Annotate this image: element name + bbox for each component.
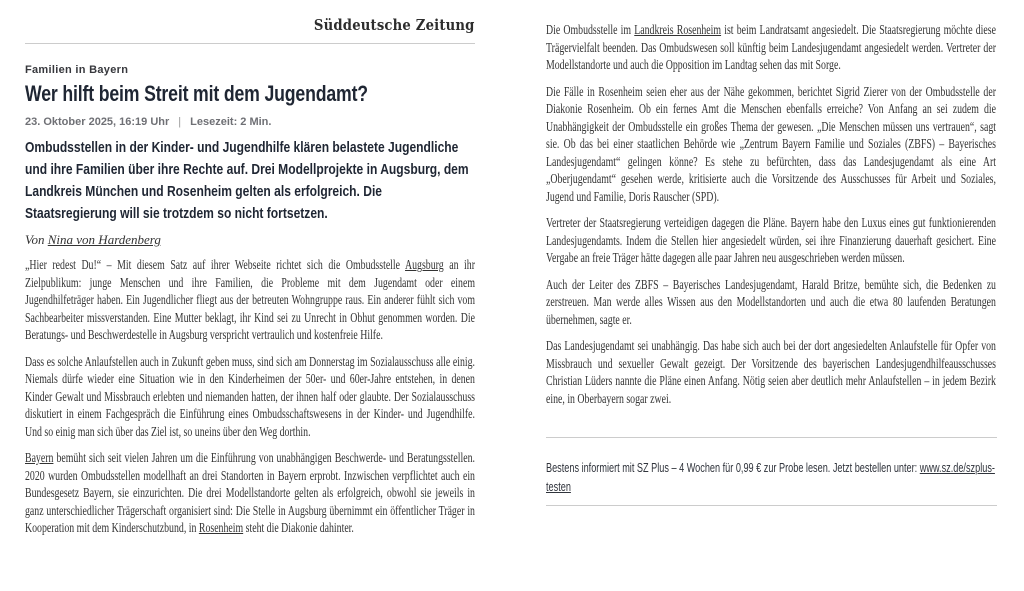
paragraph-text: an ihr Zielpublikum: junge Menschen und ihre Familien, die Probleme mit dem Jugendamt oder einem Jugendhilfeträger haben. Ein Jugendlicher fliegt aus der betreuten Wohngruppe raus. Ein anderer fühlt sich vom Sachbearbeiter missverstanden. Eine Mutter beklagt, ihr Kind sei zu Unrecht in Obhut genommen worden. Die Beratungs- und Beschwerdestelle in Augsburg verspricht vertraulich und kostenfreie Hilfe.: [25, 258, 475, 343]
sz-logo[interactable]: Süddeutsche Zeitung: [314, 16, 475, 34]
read-time: Lesezeit: 2 Min.: [190, 115, 272, 128]
masthead: [25, 16, 475, 33]
szplus-promo-text-wrap: [546, 458, 996, 496]
inline-link-bayern[interactable]: Bayern: [25, 451, 54, 466]
szplus-promo-text: Bestens informiert mit SZ Plus – 4 Wochen für 0,99 € zur Probe lesen. Jetzt bestellen unter:: [546, 460, 920, 475]
paragraph-text: Auch der Leiter des ZBFS – Bayerisches Landesjugendamt, Harald Britze, bemühte sich, die Bedenken zu zerstreuen. Man werde alles Wissen aus den Modellstandorten und auch die etwa 80 laufenden Beratungen übernehmen, sagte er.: [546, 277, 996, 328]
paragraph-text: „Hier redest Du!“ – Mit diesem Satz auf ihrer Webseite richtet sich die Ombudsstelle: [25, 258, 406, 273]
meta-divider: |: [178, 115, 182, 128]
publish-date: 23. Oktober 2025, 16:19 Uhr: [25, 115, 170, 128]
szplus-promo-box: [546, 437, 997, 506]
paragraph-text: bemüht sich seit vielen Jahren um die Einführung von unabhängigen Beschwerde- und Beratungsstellen. 2020 wurden Ombudsstellen modellhaft an drei Standorten in Bayern erprobt. Inzwischen verpflichtet auch ein Bundesgesetz Bayern, sie einzurichten. Die drei Modellstandorte gelten als erfolgreich, obwohl sie jeweils in ganz unterschiedlicher Trägerschaft organisiert sind: Die Stelle in Augsburg übernimmt ein öffentlicher Träger in Kooperation mit dem Kinderschutzbund, in: [25, 451, 475, 536]
paragraph-text: Das Landesjugendamt sei unabhängig. Das habe sich auch bei der dort angesiedelten Anlaufstelle für Opfer von Missbrauch und sexueller Gewalt gezeigt. Der Vorsitzende des bayerischen Landesjugendhilfeausschusses Christian Lüders nannte die Pläne einen Anfang. Nötig seien aber deutlich mehr Anlaufstellen – in jedem Bezirk eine, in Oberbayern sogar zwei.: [546, 339, 996, 407]
masthead-rule: [25, 43, 475, 44]
szplus-promo-link[interactable]: www.sz.de/szplus-testen: [546, 460, 995, 494]
paragraph: [546, 277, 996, 330]
paragraph-text: Vertreter der Staatsregierung verteidigen dagegen die Pläne. Bayern habe den Luxus eines gut funktionierenden Landesjugendamts. Indem die Stellen hier angesiedelt würden, sei ihre Finanzierung dauerhaft gesichert. Eine Vergabe an freie Träger hätte dagegen alle paar Jahren neu ausgeschrieben werden müssen.: [546, 216, 996, 266]
dateline: [25, 115, 475, 128]
inline-link-landkreis-rosenheim[interactable]: Landkreis Rosenheim: [634, 23, 722, 38]
paragraph-text: ist beim Landratsamt angesiedelt. Die Staatsregierung möchte diese Trägervielfalt beenden. Das Ombudswesen soll künftig beim Landesjugendamt angesiedelt werden. Vertreter der Modellstandorte und auch die Opposition im Landtag sehen das mit Sorge.: [546, 23, 996, 73]
paragraph-text: Die Fälle in Rosenheim seien eher aus der Nähe gekommen, berichtet Sigrid Zierer von der Ombudsstelle der Diakonie Rosenheim. Ob ein fernes Amt die Menschen ebenfalls erreiche? Von Anfang an sei zudem die Unabhängigkeit der Ombudsstelle ein großes Thema der gewesen. „Die Menschen müssen uns vertrauen“, sagt sie. Ob das bei einer staatlichen Behörde wie „Zentrum Bayern Familie und Soziales (ZBFS) – Bayerisches Landesjugendamt“ gelingen könne? Es stehe zu befürchten, dass das Landesjugendamt als eine Art „Oberjugendamt“ gesehen werde, kritisierte auch die Vorsitzende des Ausschusses für Arbeit und Soziales, Jugend und Familie, Doris Rauscher (SPD).: [546, 84, 996, 205]
lead-wrap: [25, 137, 475, 225]
paragraph: [546, 338, 996, 408]
inline-link-augsburg[interactable]: Augsburg: [405, 258, 444, 273]
kicker: Familien in Bayern: [25, 64, 129, 76]
byline: [25, 232, 475, 248]
paragraph: [546, 84, 996, 207]
lead-paragraph: Ombudsstellen in der Kinder- und Jugendhilfe klären belastete Jugendliche und ihre Familien über ihre Rechte auf. Drei Modellprojekte in Augsburg, dem Landkreis München und Rosenheim gelten als erfolgreich. Die Staatsregierung will sie trotzdem so nicht fortsetzen.: [25, 139, 469, 222]
inline-link-rosenheim[interactable]: Rosenheim: [198, 521, 244, 536]
paragraph-text: Die Ombudsstelle im: [546, 23, 635, 38]
left-body-text: [25, 257, 475, 538]
page-title: Wer hilft beim Streit mit dem Jugendamt?: [25, 81, 368, 106]
left-column: [25, 16, 475, 538]
right-column: [546, 14, 997, 506]
byline-prefix: Von: [25, 232, 48, 247]
author-link[interactable]: Nina von Hardenberg: [47, 232, 161, 247]
paragraph: [546, 215, 996, 268]
paragraph: [25, 354, 475, 442]
paragraph: [25, 450, 475, 538]
right-body-text: [546, 22, 996, 408]
headline-wrap: [25, 80, 475, 108]
paragraph-text: steht die Diakonie dahinter.: [243, 521, 354, 536]
paragraph-text: Dass es solche Anlaufstellen auch in Zukunft geben muss, sind sich am Donnerstag im Sozialausschuss alle einig. Niemals dürfe wieder eine Situation wie in den Kinderheimen der 50er- und 60er-Jahre entstehen, in denen Kinder Gewalt und Missbrauch erlebten und niemanden hatten, der ihnen half oder glaubte. Der Sozialausschuss diskutiert in einem Fachgespräch die Einführung eines Ombudsschaftswesens in der Kinder- und Jugendhilfe. Und so einig man sich über das Ziel ist, so uneins über den Weg dorthin.: [25, 354, 475, 440]
paragraph: [546, 22, 996, 75]
paragraph: [25, 257, 475, 345]
